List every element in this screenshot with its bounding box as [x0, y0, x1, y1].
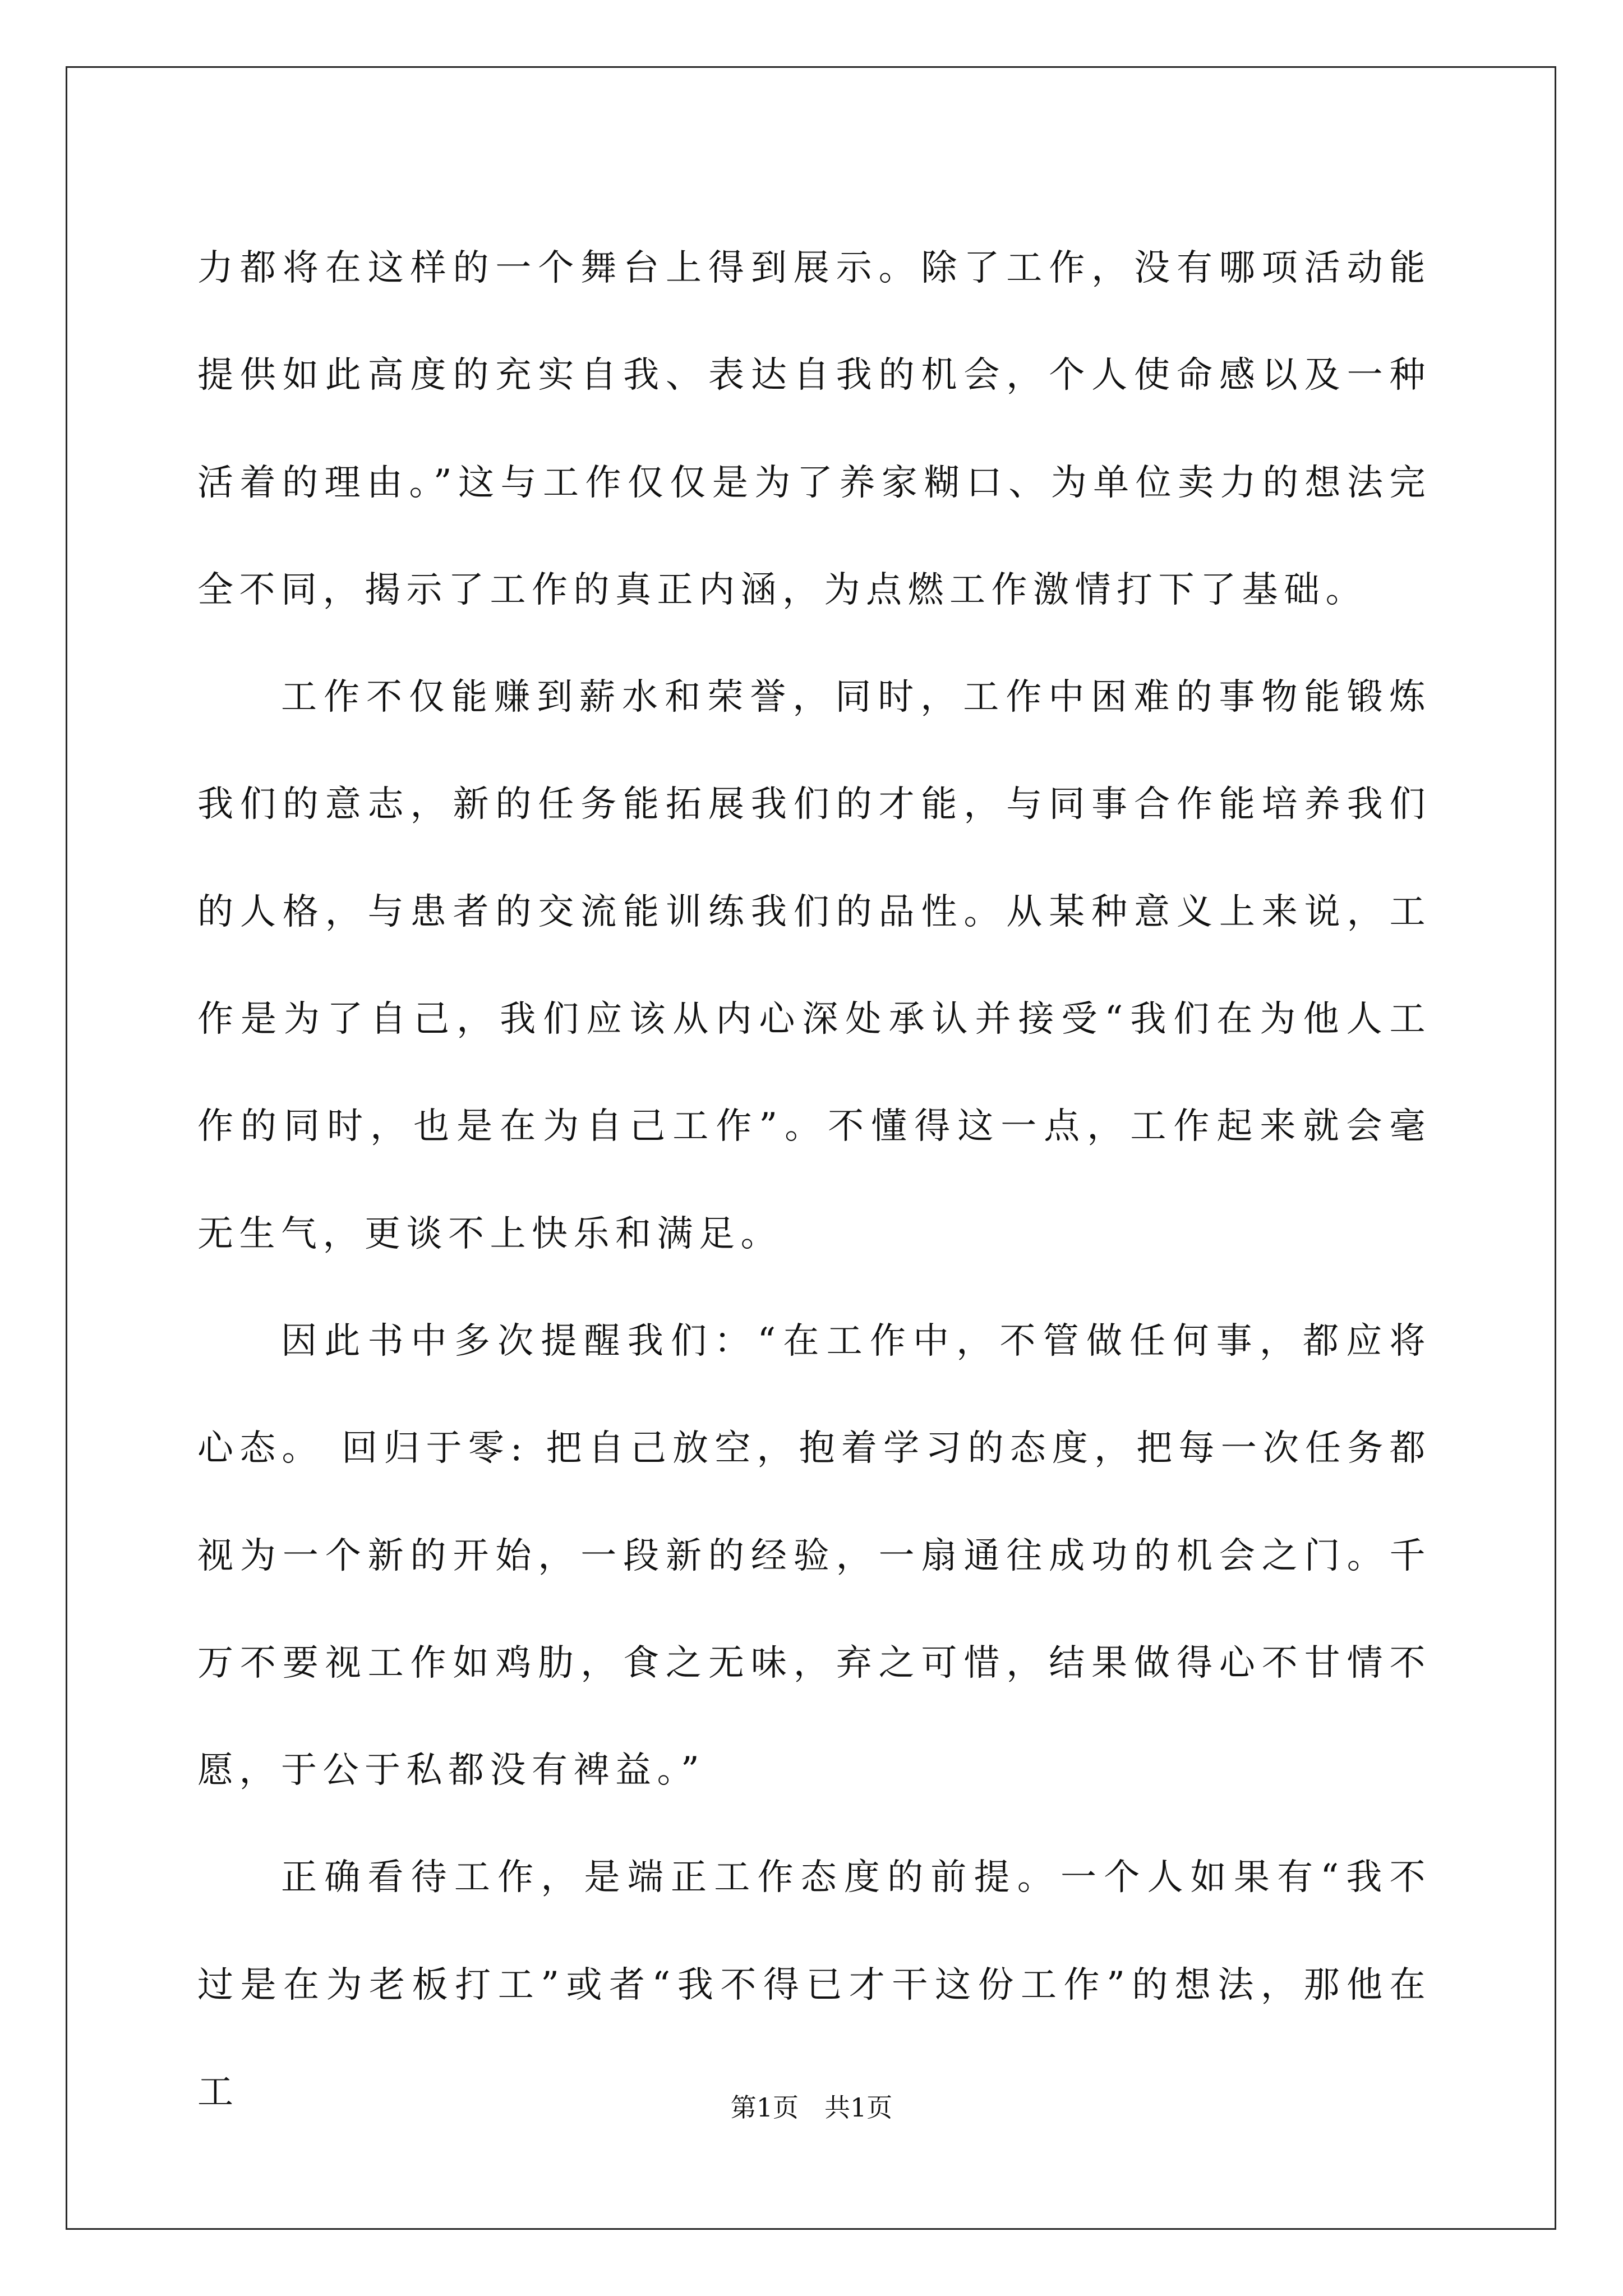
document-body — [197, 215, 1431, 2146]
paragraph-4: 正确看待工作，是端正工作态度的前提。一个人如果有“我不过是在为老板打工”或者“我不得已才干这份工作”的想法，那他在工 — [197, 1857, 1431, 2114]
page-number-footer: 第1页 共1页 — [730, 2092, 893, 2123]
paragraph-2: 工作不仅能赚到薪水和荣誉，同时，工作中困难的事物能锻炼我们的意志，新的任务能拓展我们的才能，与同事合作能培养我们的人格，与患者的交流能训练我们的品性。从某种意义上来说，工作是为了自己，我们应该从内心深处承认并接受“我们在为他人工作的同时，也是在为自己工作”。不懂得这一点，工作起来就会毫无生气，更谈不上快乐和满足。 — [197, 677, 1431, 1255]
paragraph-1: 力都将在这样的一个舞台上得到展示。除了工作，没有哪项活动能提供如此高度的充实自我、表达自我的机会，个人使命感以及一种活着的理由。”这与工作仅仅是为了养家糊口、为单位卖力的想法完全不同，揭示了工作的真正内涵，为点燃工作激情打下了基础。 — [197, 247, 1431, 611]
paragraph-3: 因此书中多次提醒我们：“在工作中，不管做任何事，都应将心态。 回归于零: 把自己放空，抱着学习的态度，把每一次任务都视为一个新的开始，一段新的经验，一扇通往成功的机会之门。千万不要视工作如鸡肋，食之无味，弃之可惜，结果做得心不甘情不愿，于公于私都没有裨益。” — [197, 1320, 1431, 1792]
